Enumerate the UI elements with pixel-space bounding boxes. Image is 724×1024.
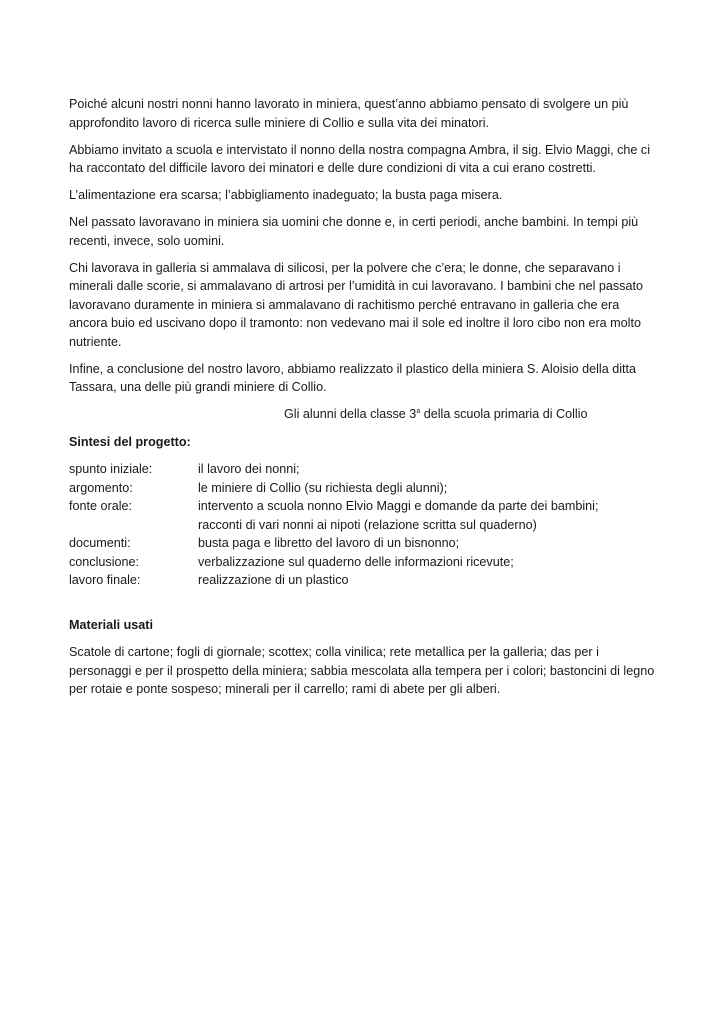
conclusion-paragraph: Infine, a conclusione del nostro lavoro, abbiamo realizzato il plastico della miniera S. Aloisio della ditta Tassara, una delle più grandi miniere di Collio.: [69, 361, 637, 394]
materials-heading: Materiali usati: [69, 617, 153, 632]
summary-value: verbalizzazione sul quaderno delle informazioni ricevute;: [198, 554, 514, 569]
summary-value: il lavoro dei nonni;: [198, 462, 300, 476]
workers-paragraph: Nel passato lavoravano in miniera sia uomini che donne e, in certi periodi, anche bambini. In tempi più recenti, invece, solo uomini.: [69, 215, 639, 248]
summary-label: fonte orale:: [69, 499, 133, 513]
summary-label: conclusione:: [69, 554, 140, 569]
summary-row: [69, 553, 659, 572]
materials-paragraph: Scatole di cartone; fogli di giornale; scottex; colla vinilica; rete metallica per la galleria; das per i personaggi e per il prospetto della miniera; sabbia mescolata alla tempera per i colori; bastoncini di legno per rotaie e ponte sospeso; minerali per il carrello; rami di abete per gli alberi.: [69, 645, 655, 696]
summary-row: [69, 497, 659, 516]
signature-text-before: Gli alunni della classe 3: [284, 407, 417, 421]
interview-paragraph: Abbiamo invitato a scuola e intervistato il nonno della nostra compagna Ambra, il sig. Elvio Maggi, che ci ha raccontato del difficile lavoro dei minatori e delle dure condizioni di vita a cui erano costretti.: [69, 142, 651, 175]
conditions-paragraph: L’alimentazione era scarsa; l’abbigliamento inadeguato; la busta paga misera.: [69, 188, 503, 202]
summary-label: spunto iniziale:: [69, 462, 153, 476]
summary-row: [69, 534, 659, 553]
summary-value: intervento a scuola nonno Elvio Maggi e domande da parte dei bambini;: [198, 499, 599, 513]
summary-list: [69, 460, 659, 590]
signature-superscript: a: [416, 408, 421, 415]
summary-value: busta paga e libretto del lavoro di un bisnonno;: [198, 536, 460, 550]
summary-label: argomento:: [69, 480, 133, 495]
signature-text-after: della scuola primaria di Collio: [420, 407, 588, 421]
summary-label: [69, 516, 198, 535]
summary-row: [69, 571, 659, 590]
summary-value: le miniere di Collio (su richiesta degli alunni);: [198, 480, 448, 495]
document-page: [69, 95, 659, 707]
summary-label: documenti:: [69, 536, 131, 550]
signature-line: [69, 405, 659, 424]
diseases-paragraph: Chi lavorava in galleria si ammalava di silicosi, per la polvere che c’era; le donne, che separavano i minerali dalle scorie, si ammalavano di artrosi per l’umidità in cui lavoravano. I bambini che nel passato lavoravano duramente in miniera si ammalavano di rachitismo perché entravano in galleria che era ancora buio ed uscivano dopo il tramonto: non vedevano mai il sole ed inoltre il loro cibo non era molto nutriente.: [69, 260, 643, 349]
summary-row: [69, 460, 659, 479]
summary-label: lavoro finale:: [69, 573, 141, 587]
summary-heading: Sintesi del progetto:: [69, 434, 191, 449]
summary-value: racconti di vari nonni ai nipoti (relazione scritta sul quaderno): [198, 517, 537, 532]
summary-row: [69, 479, 659, 498]
intro-paragraph: Poiché alcuni nostri nonni hanno lavorato in miniera, quest’anno abbiamo pensato di svolgere un più approfondito lavoro di ricerca sulle miniere di Collio e sulla vita dei minatori.: [69, 97, 629, 130]
summary-value: realizzazione di un plastico: [198, 573, 349, 587]
summary-row: [69, 516, 659, 535]
